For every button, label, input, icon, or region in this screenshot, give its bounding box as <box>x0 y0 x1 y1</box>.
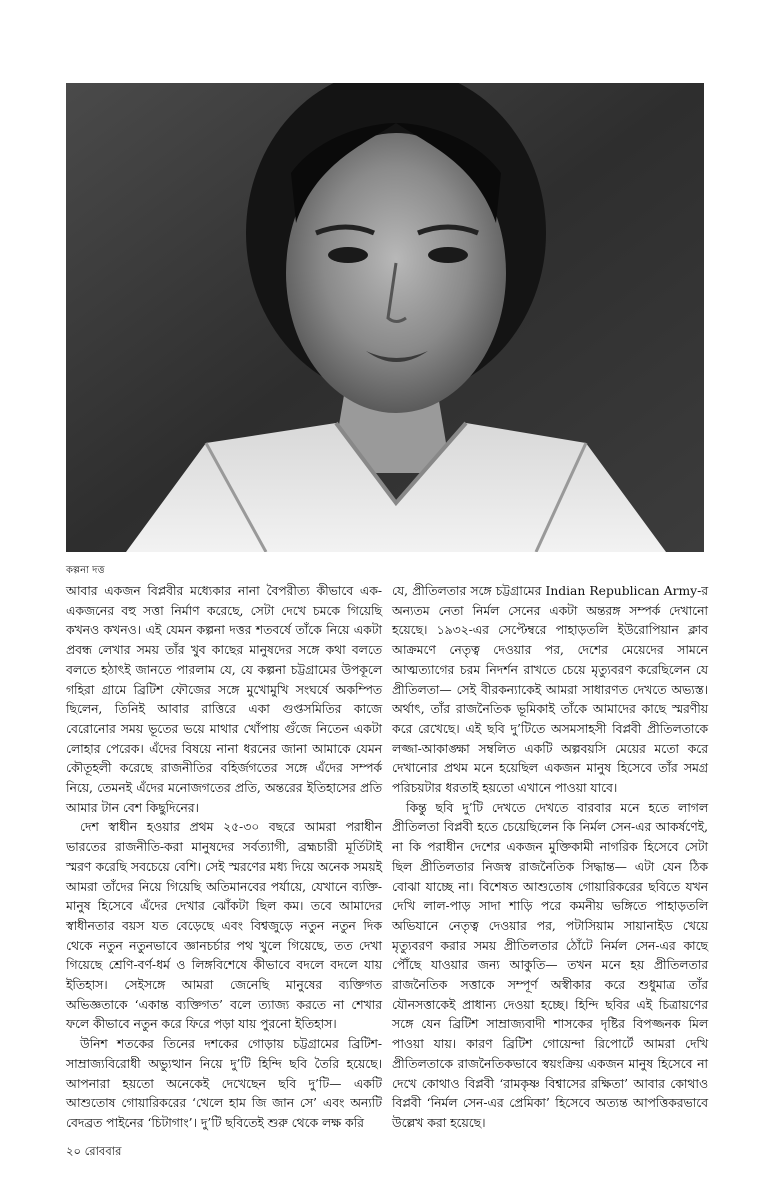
portrait-photo <box>66 83 704 552</box>
portrait-image <box>66 83 704 552</box>
photo-caption: কল্পনা দত্ত <box>66 565 105 576</box>
article-column-right <box>392 582 708 1134</box>
page-footer: ২০ রোববার <box>66 1144 122 1158</box>
paragraph: আবার একজন বিপ্লবীর মধ্যেকার নানা বৈপরীত্য কীভাবে এক-একজনের বহু সত্তা নির্মাণ করেছে, সেটা দেখে চমকে গিয়েছি কখনও কখনও। এই যেমন কল্পনা দত্তর শতবর্ষে তাঁকে নিয়ে একটা প্রবন্ধ লেখার সময় তাঁর খুব কাছের মানুষদের সঙ্গে কথা বলতে বলতে হঠাৎই জানতে পারলাম যে, যে কল্পনা চট্টগ্রামের উপকূলে গহিরা গ্রামে ব্রিটিশ ফৌজের সঙ্গে মুখোমুখি সংঘর্ষে অকম্পিত ছিলেন, তিনিই আবার রাত্তিরে একা গুপ্তসমিতির কাজে বেরোনোর সময় ভূতের ভয়ে মাথার খোঁপায় গুঁজে নিতেন একটা লোহার পেরেক। এঁদের বিষয়ে নানা ধরনের জানা আমাকে যেমন কৌতূহলী করেছে রাজনীতির বহির্জগতের সঙ্গে এঁদের সম্পর্ক নিয়ে, তেমনই এঁদের মনোজগতের প্রতি, অন্তরের ইতিহাসের প্রতি আমার টান বেশ কিছুদিনের। <box>66 584 382 815</box>
paragraph: কিন্তু ছবি দু’টি দেখতে দেখতে বারবার মনে হতে লাগল প্রীতিলতা বিপ্লবী হতে চেয়েছিলেন কি নির্মল সেন-এর আকর্ষণেই, না কি পরাধীন দেশের একজন মুক্তিকামী নাগরিক হিসেবে সেটা ছিল প্রীতিলতার নিজস্ব রাজনৈতিক সিদ্ধান্ত— এটা যেন ঠিক বোঝা যাচ্ছে না। বিশেষত আশুতোষ গোয়ারিকরের ছবিতে যখন দেখি লাল-পাড় সাদা শাড়ি পরে কমনীয় ভঙ্গিতে পাহাড়তলি অভিযানে নেতৃত্ব দেওয়ার পর, পটাসিয়াম সায়ানাইড খেয়ে মৃত্যুবরণ করার সময় প্রীতিলতার ঠোঁটে নির্মল সেন-এর কাছে পৌঁছে যাওয়ার জন্য আকুতি— তখন মনে হয় প্রীতিলতার রাজনৈতিক সত্তাকে সম্পূর্ণ অস্বীকার করে শুধুমাত্র তাঁর যৌনসত্তাকেই প্রাধান্য দেওয়া হচ্ছে। হিন্দি ছবির এই চিত্রায়ণের সঙ্গে যেন ব্রিটিশ সাম্রাজ্যবাদী শাসকের দৃষ্টির বিপজ্জনক মিল পাওয়া যায়। কারণ ব্রিটিশ গোয়েন্দা রিপোর্টে আমরা দেখি প্রীতিলতাকে রাজনৈতিকভাবে স্বয়ংক্রিয় একজন মানুষ হিসেবে না দেখে কোথাও বিপ্লবী ‘রামকৃষ্ণ বিশ্বাসের রক্ষিতা’ আবার কোথাও বিপ্লবী ‘নির্মল সেন-এর প্রেমিকা’ হিসেবে অত্যন্ত আপত্তিকরভাবে উল্লেখ করা হয়েছে। <box>392 800 708 1130</box>
article-column-left <box>66 582 382 1134</box>
paragraph: যে, প্রীতিলতার সঙ্গে চট্টগ্রামের Indian Republican Army-র অন্যতম নেতা নির্মল সেনের একটা অন্তরঙ্গ সম্পর্ক দেখানো হয়েছে। ১৯৩২-এর সেপ্টেম্বরে পাহাড়তলি ইউরোপিয়ান ক্লাব আক্রমণে নেতৃত্ব দেওয়ার পর, দেশের মেয়েদের সামনে আত্মত্যাগের চরম নিদর্শন রাখতে চেয়ে মৃত্যুবরণ করেছিলেন যে প্রীতিলতা— সেই বীরকন্যাকেই আমরা সাধারণত দেখতে অভ্যস্ত। অর্থাৎ, তাঁর রাজনৈতিক ভূমিকাই তাঁকে আমাদের কাছে স্মরণীয় করে রেখেছে। এই ছবি দু’টিতে অসমসাহসী বিপ্লবী প্রীতিলতাকে লজ্জা-আকাঙ্ক্ষা সম্বলিত একটি অল্পবয়সি মেয়ের মতো করে দেখানোর প্রথম মনে হয়েছিল একজন মানুষ হিসেবে তাঁর সমগ্র পরিচয়টার ধরতাই হয়তো এখানে পাওয়া যাবে। <box>392 584 708 796</box>
paragraph: দেশ স্বাধীন হওয়ার প্রথম ২৫-৩০ বছরে আমরা পরাধীন ভারতের রাজনীতি-করা মানুষদের সর্বত্যাগী, ব্রহ্মচারী মূর্তিটাই স্মরণ করেছি সবচেয়ে বেশি। সেই স্মরণের মধ্য দিয়ে অনেক সময়ই আমরা তাঁদের নিয়ে গিয়েছি অতিমানবের পর্যায়ে, যেখানে ব্যক্তি-মানুষ হিসেবে এঁদের দেখার ঝোঁকটা ছিল কম। তবে আমাদের স্বাধীনতার বয়স যত বেড়েছে এবং বিশ্বজুড়ে নতুন নতুন দিক থেকে নতুন নতুনভাবে জ্ঞানচর্চার পথ খুলে গিয়েছে, তত দেখা গিয়েছে শ্রেণি-বর্ণ-ধর্ম ও লিঙ্গবিশেষে কীভাবে বদলে বদলে যায় ইতিহাস। সেইসঙ্গে আমরা জেনেছি মানুষের ব্যক্তিগত অভিজ্ঞতাকে ‘একান্ত ব্যক্তিগত’ বলে ত্যাজ্য করতে না শেখার ফলে কীভাবে নতুন করে ফিরে পড়া যায় পুরনো ইতিহাস। <box>66 820 382 1032</box>
paragraph: উনিশ শতকের তিনের দশকের গোড়ায় চট্টগ্রামের ব্রিটিশ-সাম্রাজ্যবিরোধী অভ্যুত্থান নিয়ে দু’টি হিন্দি ছবি তৈরি হয়েছে। আপনারা হয়তো অনেকেই দেখেছেন ছবি দু’টি— একটি আশুতোষ গোয়ারিকরের ‘খেলে হাম জি জান সে’ এবং অন্যটি বেদব্রত পাইনের ‘চিটাগাং’। দু’টি ছবিতেই শুরু থেকে লক্ষ করি <box>66 1037 382 1130</box>
